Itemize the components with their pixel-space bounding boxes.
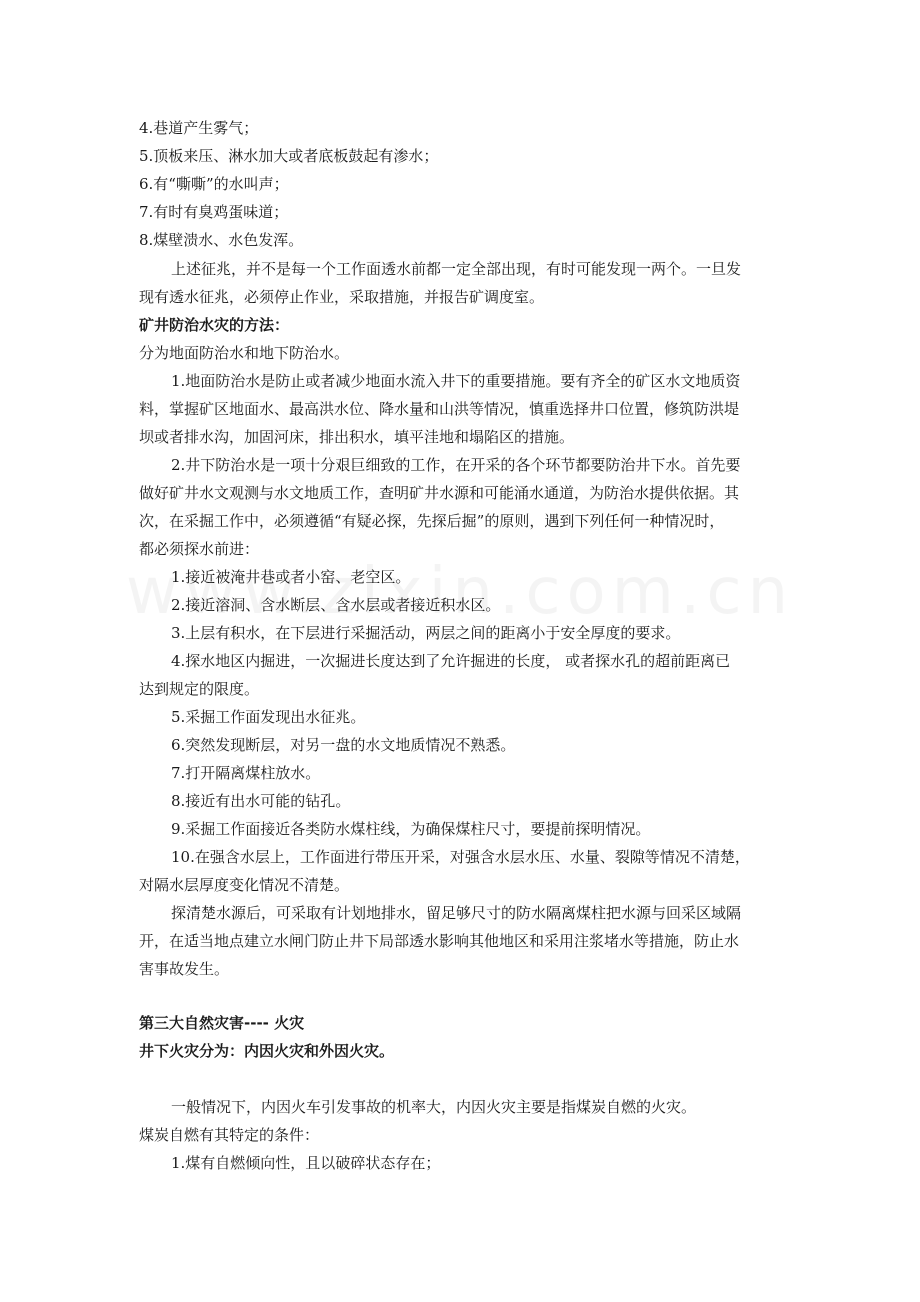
list-item: 2.接近溶洞、含水断层、含水层或者接近积水区。 bbox=[171, 596, 501, 614]
paragraph-line: 坝或者排水沟，加固河床，排出积水，填平洼地和塌陷区的措施。 bbox=[139, 428, 575, 446]
list-item: 5.顶板来压、淋水加大或者底板鼓起有渗水； bbox=[139, 147, 439, 165]
section-heading: 矿井防治水灾的方法： bbox=[139, 316, 290, 334]
list-item: 对隔水层厚度变化情况不清楚。 bbox=[139, 876, 350, 894]
paragraph-line: 煤炭自燃有其特定的条件： bbox=[139, 1126, 320, 1144]
paragraph-line: 开，在适当地点建立水闸门防止井下局部透水影响其他地区和采用注浆堵水等措施，防止水 bbox=[139, 932, 740, 950]
paragraph-line: 2.井下防治水是一项十分艰巨细致的工作，在开采的各个环节都要防治井下水。首先要 bbox=[171, 456, 741, 474]
list-item: 1.煤有自燃倾向性，且以破碎状态存在； bbox=[171, 1154, 441, 1172]
list-item: 6.有“嘶嘶”的水叫声； bbox=[139, 175, 289, 193]
list-item: 7.打开隔离煤柱放水。 bbox=[171, 764, 321, 782]
list-item: 7.有时有臭鸡蛋味道； bbox=[139, 203, 289, 221]
list-item: 1.接近被淹井巷或者小窑、老空区。 bbox=[171, 568, 411, 586]
list-item: 6.突然发现断层，对另一盘的水文地质情况不熟悉。 bbox=[171, 736, 516, 754]
list-item: 9.采掘工作面接近各类防水煤柱线，为确保煤柱尺寸，要提前探明情况。 bbox=[171, 820, 651, 838]
paragraph-line: 现有透水征兆，必须停止作业，采取措施，并报告矿调度室。 bbox=[139, 288, 545, 306]
watermark bbox=[0, 555, 920, 629]
paragraph-line: 分为地面防治水和地下防治水。 bbox=[139, 344, 350, 362]
list-item: 8.煤壁溃水、水色发浑。 bbox=[139, 231, 304, 249]
list-item: 4.巷道产生雾气； bbox=[139, 119, 259, 137]
list-item: 5.采掘工作面发现出水征兆。 bbox=[171, 708, 366, 726]
paragraph-line: 害事故发生。 bbox=[139, 960, 230, 978]
section-heading: 第三大自然灾害---- 火灾 bbox=[139, 1014, 305, 1032]
paragraph-line: 做好矿井水文观测与水文地质工作，查明矿井水源和可能涌水通道，为防治水提供依据。其 bbox=[139, 484, 740, 502]
subheading: 井下火灾分为：内因火灾和外因火灾。 bbox=[139, 1042, 395, 1060]
paragraph-line: 料，掌握矿区地面水、最高洪水位、降水量和山洪等情况，慎重选择井口位置，修筑防洪堤 bbox=[139, 400, 740, 418]
paragraph-line: 次，在采掘工作中，必须遵循“有疑必探，先探后掘”的原则，遇到下列任何一种情况时， bbox=[139, 512, 725, 530]
paragraph-line: 都必须探水前进： bbox=[139, 540, 260, 558]
paragraph-line: 探清楚水源后，可采取有计划地排水，留足够尺寸的防水隔离煤柱把水源与回采区域隔 bbox=[171, 904, 742, 922]
list-item: 3.上层有积水，在下层进行采掘活动，两层之间的距离小于安全厚度的要求。 bbox=[171, 624, 681, 642]
list-item: 4.探水地区内掘进，一次掘进长度达到了允许掘进的长度， 或者探水孔的超前距离已 bbox=[171, 652, 731, 670]
list-item: 10.在强含水层上，工作面进行带压开采，对强含水层水压、水量、裂隙等情况不清楚， bbox=[171, 848, 750, 866]
paragraph-line: 一般情况下，内因火车引发事故的机率大，内因火灾主要是指煤炭自燃的火灾。 bbox=[171, 1098, 697, 1116]
list-item: 8.接近有出水可能的钻孔。 bbox=[171, 792, 351, 810]
paragraph-line: 1.地面防治水是防止或者减少地面水流入井下的重要措施。要有齐全的矿区水文地质资 bbox=[171, 372, 741, 390]
paragraph-line: 上述征兆，并不是每一个工作面透水前都一定全部出现，有时可能发现一两个。一旦发 bbox=[171, 260, 742, 278]
list-item: 达到规定的限度。 bbox=[139, 680, 260, 698]
